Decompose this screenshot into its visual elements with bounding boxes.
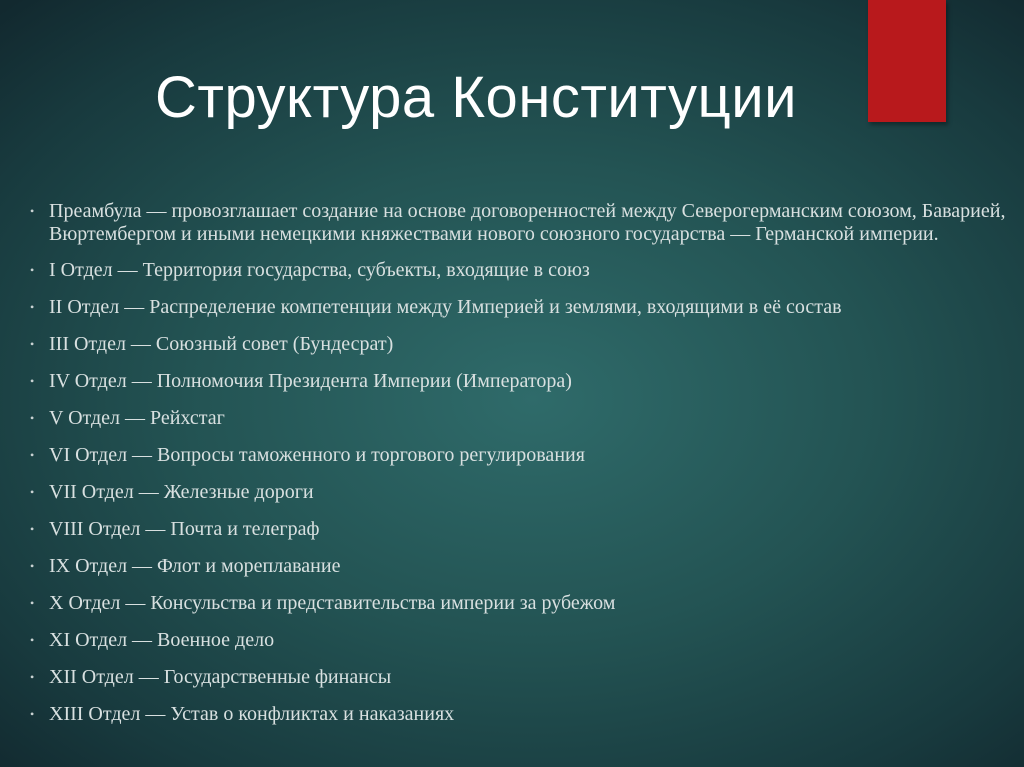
bullet-icon: •	[30, 485, 35, 499]
bullet-icon: •	[30, 448, 35, 462]
bullet-icon: •	[30, 374, 35, 388]
list-item-section-7	[30, 481, 1015, 504]
list-item-text: VIII Отдел — Почта и телеграф	[49, 518, 320, 540]
list-item-section-4	[30, 370, 1015, 393]
list-item-text: VII Отдел — Железные дороги	[49, 481, 314, 503]
bullet-icon: •	[30, 707, 35, 721]
list-item-text: II Отдел — Распределение компетенции между Империей и землями, входящими в её состав	[49, 296, 842, 318]
list-item-section-6	[30, 444, 1015, 467]
list-item-section-11	[30, 629, 1015, 652]
list-item-section-10	[30, 592, 1015, 615]
list-item-section-2	[30, 296, 1015, 319]
list-item-preamble	[30, 200, 1015, 246]
bullet-icon: •	[30, 204, 35, 218]
list-item-text: V Отдел — Рейхстаг	[49, 407, 225, 429]
bullet-icon: •	[30, 596, 35, 610]
bullet-icon: •	[30, 337, 35, 351]
list-item-section-1	[30, 259, 1015, 282]
list-item-text: Преамбула — провозглашает создание на основе договоренностей между Северогерманским союзом, Баварией, Вюртембергом и иными немецкими княжествами нового союзного государства — Германской империи.	[49, 200, 1006, 245]
bullet-icon: •	[30, 522, 35, 536]
list-item-text: IX Отдел — Флот и мореплавание	[49, 555, 341, 577]
list-item-text: XI Отдел — Военное дело	[49, 629, 275, 651]
list-item-text: IV Отдел — Полномочия Президента Империи (Императора)	[49, 370, 572, 392]
list-item-section-13	[30, 703, 1015, 726]
list-item-text: XIII Отдел — Устав о конфликтах и наказаниях	[49, 703, 455, 725]
list-item-text: I Отдел — Территория государства, субъекты, входящие в союз	[49, 259, 590, 281]
list-item-section-3	[30, 333, 1015, 356]
red-accent-bar	[868, 0, 946, 122]
list-item-text: VI Отдел — Вопросы таможенного и торгового регулирования	[49, 444, 585, 466]
list-item-text: XII Отдел — Государственные финансы	[49, 666, 392, 688]
list-item-section-8	[30, 518, 1015, 541]
bullet-icon: •	[30, 411, 35, 425]
bullet-icon: •	[30, 670, 35, 684]
list-item-text: III Отдел — Союзный совет (Бундесрат)	[49, 333, 394, 355]
list-item-text: X Отдел — Консульства и представительства империи за рубежом	[49, 592, 616, 614]
content-list	[30, 200, 1015, 740]
bullet-icon: •	[30, 300, 35, 314]
bullet-icon: •	[30, 559, 35, 573]
list-item-section-12	[30, 666, 1015, 689]
bullet-icon: •	[30, 633, 35, 647]
slide-title: Структура Конституции	[155, 65, 798, 130]
list-item-section-5	[30, 407, 1015, 430]
bullet-icon: •	[30, 263, 35, 277]
list-item-section-9	[30, 555, 1015, 578]
